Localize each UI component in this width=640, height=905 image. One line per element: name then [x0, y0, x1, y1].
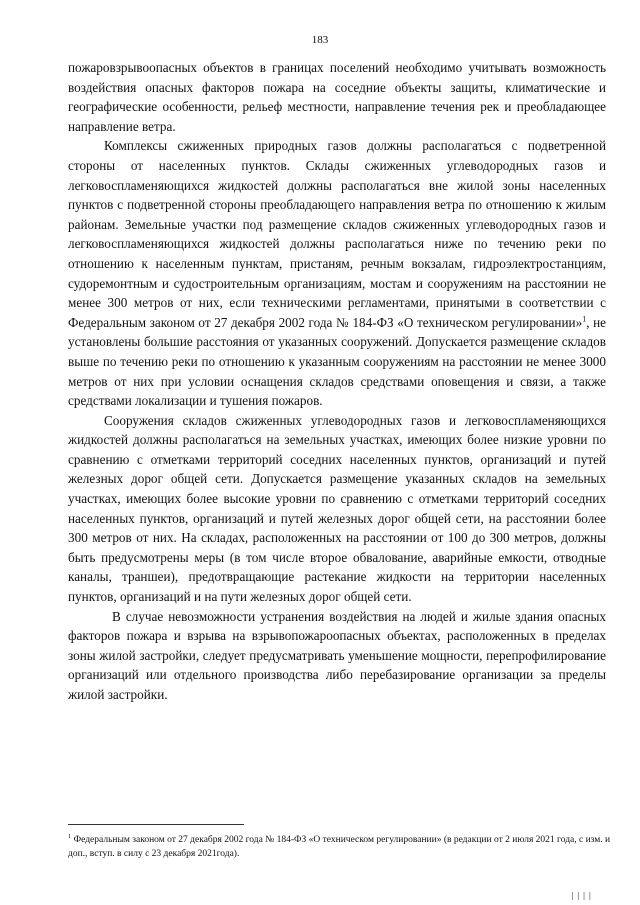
footnote-divider	[68, 824, 244, 825]
scan-marks: ||||	[570, 891, 594, 900]
page-number: 183	[311, 34, 329, 46]
paragraph-hazard-mitigation: В случае невозможности устранения воздействия на людей и жилые здания опасных факторов пожара и взрыва на взрывопожароопасных объектах, расположенных в пределах зоны жилой застройки, следует предусматривать уменьшение мощности, перепрофилирование организаций или отдельного производства либо перебазирование организации за пределы жилой застройки.	[68, 608, 606, 702]
footnote	[68, 830, 613, 861]
paragraph-continuation: пожаровзрывоопасных объектов в границах поселений необходимо учитывать возможность воздействия опасных факторов пожара на соседние объекты защиты, климатические и географические особенности, рельеф местности, направление течения рек и преобладающее направление ветра.	[68, 60, 606, 134]
footnote-reference[interactable]: 1	[582, 314, 587, 324]
paragraph-text: , не установлены большие расстояния от указанных сооружений. Допускается размещение складов выше по течению реки по отношению к указанным сооружениям на расстоянии не менее 3000 метров от них при условии оснащения складов средствами оповещения и связи, а также средствами локализации и тушения пожаров.	[68, 314, 606, 409]
paragraph-text: Комплексы сжиженных природных газов должны располагаться с подветренной стороны от населенных пунктов. Склады сжиженных углеводородных газов и легковоспламеняющихся жидкостей должны располагаться вне жилой зоны населенных пунктов с подветренной стороны преобладающего направления ветра по отношению к жилым районам. Земельные участки под размещение складов сжиженных углеводородных газов и легковоспламеняющихся жидкостей должны располагаться ниже по течению реки по отношению к населенным пунктам, пристаням, речным вокзалам, гидроэлектростанциям, судоремонтным и судостроительным организациям, мостам и сооружениям на расстоянии не менее 300 метров от них, если техническими регламентами, принятыми в соответствии с Федеральным законом от 27 декабря 2002 года № 184-ФЗ «О техническом регулировании»	[68, 138, 606, 330]
paragraph-storage-structures: Сооружения складов сжиженных углеводородных газов и легковоспламеняющихся жидкостей должны располагаться на земельных участках, имеющих более низкие уровни по сравнению с отметками территорий соседних населенных пунктов, организаций и путей железных дорог общей сети. Допускается размещение указанных складов на земельных участках, имеющих более высокие уровни по сравнению с отметками территорий соседних населенных пунктов, организаций и путей железных дорог общей сети, на расстоянии более 300 метров от них. На складах, расположенных на расстоянии от 100 до 300 метров, должны быть предусмотрены меры (в том числе второе обвалование, аварийные емкости, отводные каналы, траншеи), предотвращающие растекание жидкости на территории населенных пунктов, организаций и на пути железных дорог общей сети.	[68, 412, 606, 605]
paragraph-lng-complexes	[68, 136, 606, 410]
footnote-marker: 1	[68, 833, 72, 840]
body-text	[68, 58, 606, 705]
footnote-text: Федеральным законом от 27 декабря 2002 года № 184-ФЗ «О техническом регулировании» (в редакции от 2 июля 2021 года, с изм. и доп., вступ. в силу с 23 декабря 2021года).	[68, 835, 611, 860]
